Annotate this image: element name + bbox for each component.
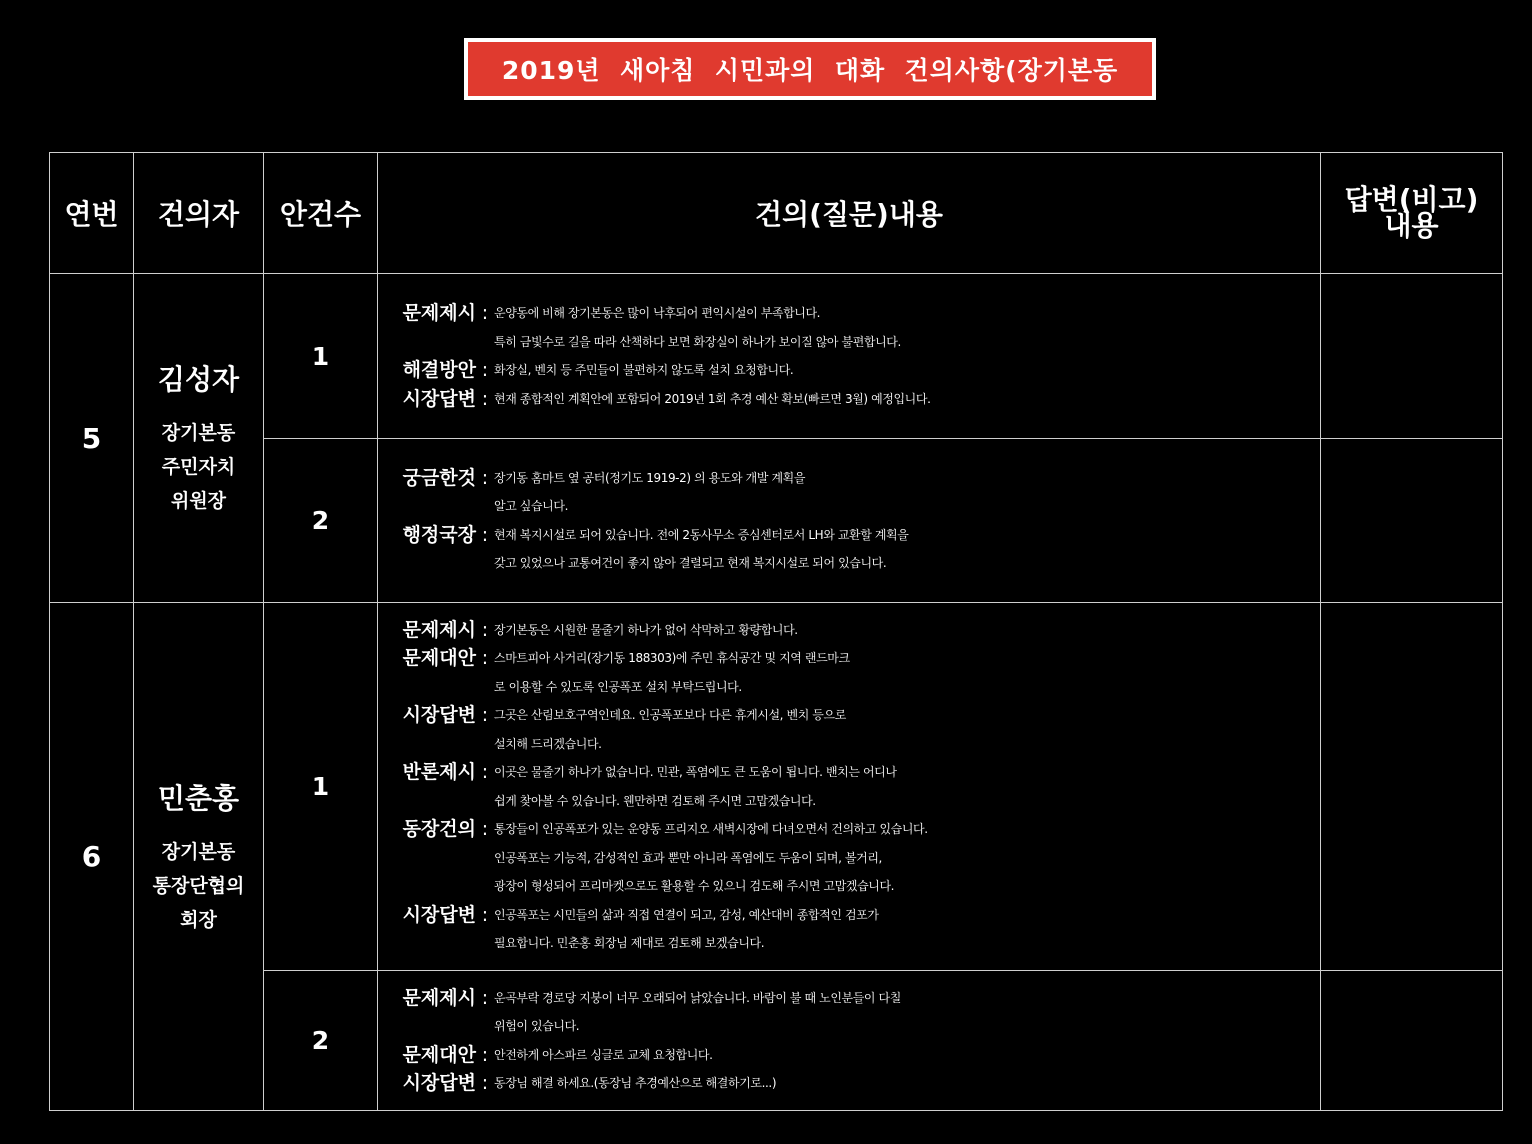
entry-colon: : — [481, 704, 489, 726]
content-cell — [378, 603, 1321, 971]
agenda-number: 1 — [311, 341, 330, 371]
entry-tag: 시장답변 — [402, 704, 476, 726]
entry-colon: : — [481, 761, 489, 783]
proposer-role-line: 장기본동 — [161, 422, 236, 444]
entry-colon: : — [481, 1072, 489, 1094]
entry-text — [494, 1069, 1320, 1098]
row-number-cell — [50, 274, 134, 603]
entry-tag: 문제제시 — [402, 618, 476, 641]
entry — [388, 901, 1320, 958]
entry-text — [494, 521, 1320, 578]
row-number: 5 — [81, 421, 102, 455]
table-row — [50, 274, 1503, 439]
entry-colon: : — [481, 302, 489, 324]
entry-text-line: 갖고 있었으나 교통여건이 좋지 않아 결렬되고 현재 복지시설로 되어 있습니다. — [494, 556, 887, 570]
entry-list — [378, 978, 1320, 1104]
header-answer — [1321, 153, 1503, 274]
entry — [388, 1041, 1320, 1070]
entry-colon: : — [481, 359, 489, 381]
proposer-role-line: 장기본동 — [161, 840, 236, 863]
entry-tag: 시장답변 — [402, 903, 476, 926]
entry-text-line: 인공폭포는 기능적, 감성적인 효과 뿐만 아니라 폭염에도 두움이 되며, 볼거리, — [494, 850, 882, 865]
entry-colon: : — [481, 387, 489, 410]
entry-text — [494, 815, 1320, 901]
title-banner — [464, 38, 1156, 100]
entry-text-line: 알고 싶습니다. — [494, 499, 568, 513]
entry-text-line: 위험이 있습니다. — [494, 1019, 580, 1033]
entry — [388, 701, 1320, 758]
proposer-name: 민춘홍 — [157, 781, 240, 815]
entry-text-line: 운곡부락 경로당 지붕이 너무 오래되어 낡았습니다. 바람이 불 때 노인분들이 다칠 — [494, 990, 901, 1005]
entry-text — [494, 901, 1320, 958]
entry — [388, 521, 1320, 578]
answer-cell — [1321, 274, 1503, 439]
table-body — [50, 274, 1503, 1111]
entry-tag: 문제대안 — [402, 1043, 476, 1066]
entry-tag: 궁금한것 — [402, 466, 476, 489]
entry-tag: 문제제시 — [402, 302, 476, 324]
entry-text — [494, 984, 1320, 1041]
entry-text-line: 이곳은 물줄기 하나가 없습니다. 민관, 폭염에도 큰 도움이 됩니다. 밴치는 어디나 — [494, 765, 897, 779]
entry-colon: : — [481, 647, 489, 669]
entry-text — [494, 356, 1320, 385]
proposer-cell — [134, 274, 264, 603]
entry-text — [494, 1041, 1320, 1070]
agenda-count-cell — [264, 274, 378, 439]
table-row — [50, 603, 1503, 971]
entry-text — [494, 758, 1320, 815]
header-count: 안건수 — [264, 153, 378, 274]
row-number: 6 — [81, 840, 102, 873]
entry — [388, 1069, 1320, 1098]
entry-tag: 동장건의 — [402, 818, 476, 840]
entry — [388, 984, 1320, 1041]
entry-colon: : — [481, 618, 489, 641]
entry — [388, 644, 1320, 701]
proposer-role-line: 위원장 — [170, 490, 227, 512]
answer-cell — [1321, 439, 1503, 603]
content-cell — [378, 274, 1321, 439]
entry-tag: 해결방안 — [402, 359, 476, 381]
table-row — [50, 439, 1503, 603]
entry-tag: 문제제시 — [402, 986, 476, 1009]
entry-colon: : — [481, 523, 489, 546]
entry-text-line: 안전하게 아스파르 싱글로 교체 요청합니다. — [494, 1047, 713, 1062]
entry-text-line: 그곳은 산림보호구역인데요. 인공폭포보다 다른 휴게시설, 벤치 등으로 — [494, 708, 846, 722]
header-row — [50, 153, 1503, 274]
entry — [388, 356, 1320, 385]
entry-text-line: 장기동 홈마트 옆 공터(정기도 1919-2) 의 용도와 개발 계획을 — [494, 470, 806, 485]
row-number-cell — [50, 603, 134, 1111]
entry-text-line: 현재 종합적인 계획안에 포함되어 2019년 1회 추경 예산 확보(빠르면 3월) 예정입니다. — [494, 391, 931, 406]
entry-text — [494, 464, 1320, 521]
entry-colon: : — [481, 1043, 489, 1066]
proposer-role-line: 주민자치 — [161, 456, 236, 478]
entry-text-line: 필요합니다. 민춘홍 회장님 제대로 검토해 보겠습니다. — [494, 936, 765, 950]
entry-text — [494, 644, 1320, 701]
entry-list — [378, 293, 1320, 419]
title-banner-inner — [468, 42, 1152, 96]
entry-tag: 반론제시 — [402, 761, 476, 783]
header-no: 연번 — [50, 153, 134, 274]
entry — [388, 464, 1320, 521]
agenda-number: 2 — [311, 506, 330, 535]
entry-text-line: 설치해 드리겠습니다. — [494, 736, 602, 751]
entry-text-line: 화장실, 벤치 등 주민들이 불편하지 않도록 설치 요청합니다. — [494, 363, 794, 377]
header-answer-line2: 내용 — [1384, 209, 1439, 242]
entry-text — [494, 701, 1320, 758]
entry-colon: : — [481, 466, 489, 489]
proposal-table — [49, 152, 1503, 1111]
proposer-cell — [134, 603, 264, 1111]
entry — [388, 758, 1320, 815]
entry-text-line: 인공폭포는 시민들의 삶과 직접 연결이 되고, 감성, 예산대비 종합적인 검포가 — [494, 907, 879, 922]
proposer-role-line: 회장 — [180, 908, 217, 931]
agenda-count-cell — [264, 603, 378, 971]
page-title: 2019년 새아침 시민과의 대화 건의사항(장기본동 — [501, 56, 1119, 85]
header-answer-line1: 답변(비고) — [1344, 183, 1479, 216]
entry-tag: 행정국장 — [402, 523, 476, 546]
content-cell — [378, 439, 1321, 603]
entry — [388, 616, 1320, 645]
entry-text-line: 쉽게 찾아볼 수 있습니다. 웬만하면 검토해 주시면 고맙겠습니다. — [494, 793, 816, 808]
proposer-name: 김성자 — [157, 363, 240, 396]
entry-colon: : — [481, 818, 489, 840]
header-proposer: 건의자 — [134, 153, 264, 274]
content-cell — [378, 971, 1321, 1111]
entry — [388, 385, 1320, 414]
proposer-role-line: 통장단협의 — [152, 874, 245, 897]
entry-list — [378, 458, 1320, 584]
table-row — [50, 971, 1503, 1111]
entry-text-line: 동장님 해결 하세요.(동장님 추경예산으로 해결하기로...) — [494, 1076, 777, 1090]
entry-tag: 시장답변 — [402, 1072, 476, 1094]
entry-text-line: 통장들이 인공폭포가 있는 운양동 프리지오 새벽시장에 다녀오면서 건의하고 있습니다. — [494, 822, 928, 836]
answer-cell — [1321, 603, 1503, 971]
entry-text-line: 광장이 형성되어 프리마켓으로도 활용할 수 있으니 검도해 주시면 고맙겠습니다. — [494, 879, 895, 893]
entry — [388, 299, 1320, 356]
answer-cell — [1321, 971, 1503, 1111]
entry-text — [494, 299, 1320, 356]
header-content: 건의(질문)내용 — [378, 153, 1321, 274]
entry-text — [494, 385, 1320, 414]
entry-text-line: 장기본동은 시원한 물줄기 하나가 없어 삭막하고 황량합니다. — [494, 622, 798, 637]
agenda-number: 1 — [311, 772, 330, 801]
entry-colon: : — [481, 903, 489, 926]
entry-colon: : — [481, 986, 489, 1009]
entry — [388, 815, 1320, 901]
agenda-count-cell — [264, 971, 378, 1111]
entry-tag: 시장답변 — [402, 387, 476, 410]
entry-text-line: 운양동에 비해 장기본동은 많이 낙후되어 편익시설이 부족합니다. — [494, 306, 821, 320]
entry-text-line: 현재 복지시설로 되어 있습니다. 전에 2동사무소 증심센터로서 LH와 교환할 계획을 — [494, 527, 909, 542]
entry-list — [378, 610, 1320, 964]
agenda-number: 2 — [311, 1026, 330, 1055]
entry-text — [494, 616, 1320, 645]
entry-text-line: 스마트피아 사거리(장기동 188303)에 주민 휴식공간 및 지역 랜드마크 — [494, 651, 850, 665]
entry-text-line: 로 이용할 수 있도록 인공폭포 설치 부탁드립니다. — [494, 679, 742, 694]
entry-text-line: 특히 금빛수로 길을 따라 산책하다 보면 화장실이 하나가 보이질 않아 불편합니다. — [494, 334, 901, 349]
agenda-count-cell — [264, 439, 378, 603]
entry-tag: 문제대안 — [402, 647, 476, 669]
